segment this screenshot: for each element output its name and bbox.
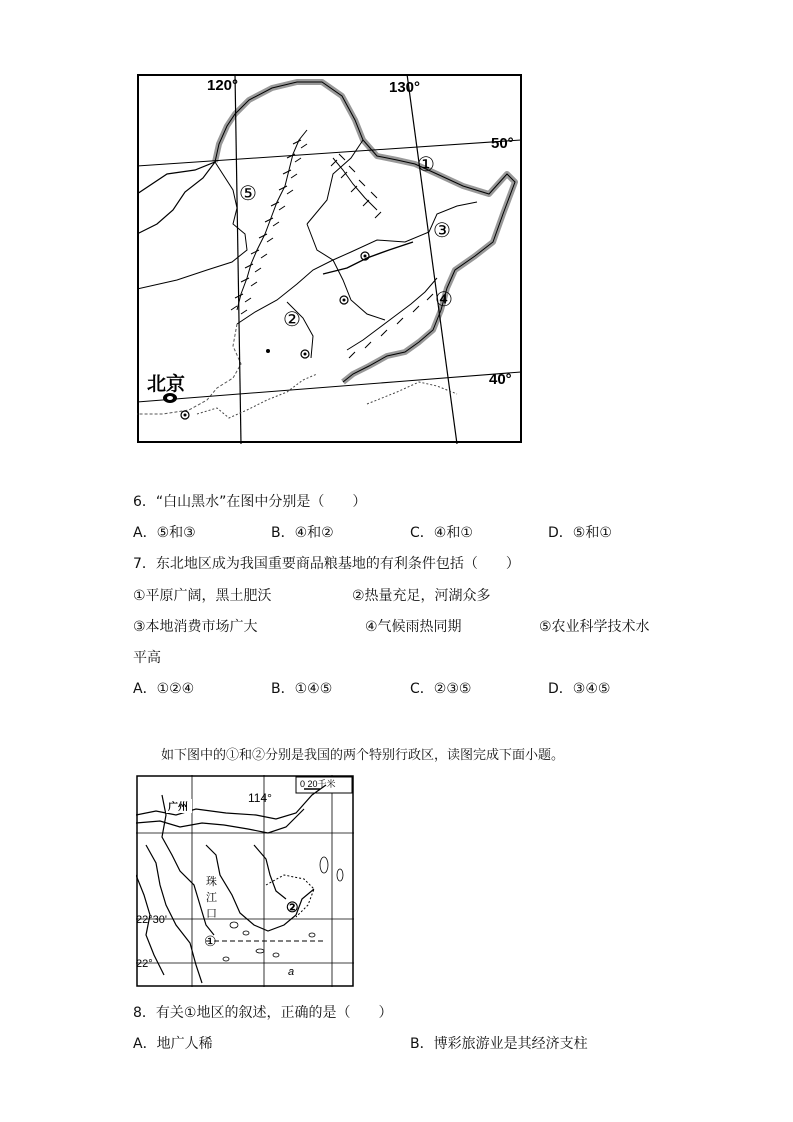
pearl-map-svg — [136, 775, 354, 987]
national-border — [215, 82, 515, 382]
estuary-label-2: 江 — [206, 892, 217, 904]
northeast-china-map — [137, 74, 522, 444]
city-markers — [181, 252, 369, 419]
lon-label-130: 130° — [389, 79, 421, 96]
estuary-label-3: 口 — [206, 908, 217, 920]
map2-intro: 如下图中的①和②分别是我国的两个特别行政区，读图完成下面小题。 — [161, 748, 565, 763]
mountain-range-east — [347, 278, 437, 358]
border-line — [215, 82, 515, 382]
map2-marker-2: ② — [286, 899, 299, 915]
map2-rivers — [136, 785, 326, 983]
marker-4: ④ — [435, 289, 453, 311]
marker-1: ① — [417, 154, 435, 176]
lat-label-40: 40° — [489, 371, 512, 388]
q7-condition-3: ③本地消费市场广大 — [133, 619, 258, 635]
q7-condition-5: ⑤农业科学技术水 — [539, 619, 650, 635]
q7-condition-2: ②热量充足，河湖众多 — [352, 588, 491, 604]
lat-22-label: 22° — [136, 958, 153, 970]
q7-option-a[interactable]: A．①②④ — [133, 681, 195, 697]
q8-option-a[interactable]: A．地广人稀 — [133, 1036, 213, 1052]
pearl-river-map — [136, 775, 354, 987]
marker-2: ② — [283, 309, 301, 331]
lat-50-line — [137, 140, 521, 166]
q7-condition-5-wrap: 平高 — [133, 650, 161, 666]
q7-condition-1: ①平原广阔，黑土肥沃 — [133, 588, 272, 604]
lat-label-50: 50° — [491, 135, 514, 152]
q7-condition-4: ④气候雨热同期 — [365, 619, 462, 635]
q7-option-d[interactable]: D．③④⑤ — [548, 681, 611, 697]
q6-option-c[interactable]: C．④和① — [410, 525, 473, 541]
q8-stem: 8．有关①地区的叙述，正确的是（ ） — [133, 1005, 393, 1021]
lat-2230-label: 22°30' — [136, 914, 167, 926]
q7-option-c[interactable]: C．②③⑤ — [410, 681, 472, 697]
q8-option-b[interactable]: B．博彩旅游业是其经济支柱 — [410, 1036, 588, 1052]
q7-option-b[interactable]: B．①④⑤ — [271, 681, 333, 697]
map2-marker-1: ① — [204, 933, 217, 949]
lon-114-label: 114° — [248, 791, 272, 805]
lon-label-120: 120° — [207, 77, 239, 94]
mountain-range-north — [331, 154, 381, 218]
mountain-range-west — [231, 130, 307, 314]
q6-option-d[interactable]: D．⑤和① — [548, 525, 612, 541]
islands — [223, 857, 343, 961]
q7-stem: 7．东北地区成为我国重要商品粮基地的有利条件包括（ ） — [133, 556, 520, 572]
province-boundary-3 — [307, 202, 477, 260]
marker-5: ⑤ — [239, 183, 257, 205]
map2-label-a: a — [288, 966, 295, 978]
q6-stem: 6．“白山黑水”在图中分别是（ ） — [133, 494, 367, 510]
northeast-map-svg — [137, 74, 522, 444]
estuary-label-1: 珠 — [206, 876, 217, 888]
lat-40-line — [137, 372, 521, 402]
q6-option-a[interactable]: A．⑤和③ — [133, 525, 196, 541]
coastline-korea — [367, 382, 457, 404]
scale-label: 0 20千米 — [300, 779, 336, 789]
lon-130-line — [407, 74, 457, 444]
west-border — [137, 162, 215, 234]
guangzhou-label: 广州 — [168, 802, 188, 813]
beijing-marker-inner — [167, 396, 173, 400]
q6-option-b[interactable]: B．④和② — [271, 525, 334, 541]
marker-3: ③ — [433, 220, 451, 242]
beijing-label: 北京 — [147, 374, 186, 395]
